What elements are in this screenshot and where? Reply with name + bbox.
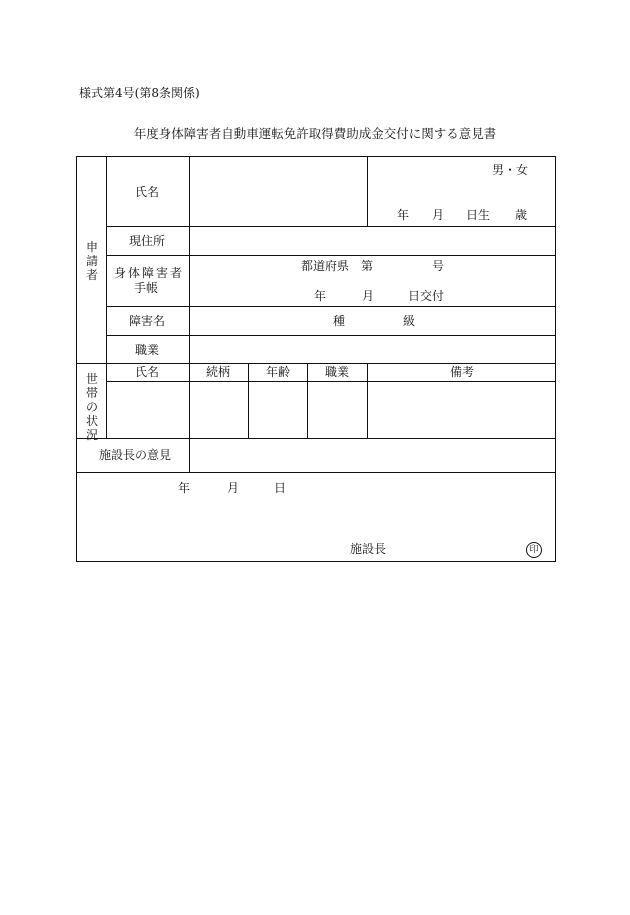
household-col-occupation: 職業: [325, 365, 350, 379]
form-number: 様式第4号(第8条関係): [79, 86, 200, 100]
birth-day: 日生: [466, 208, 491, 222]
row-line-name: [106, 226, 556, 227]
row-line-opinion: [77, 472, 556, 473]
col-line-section: [106, 157, 107, 438]
age: 歳: [515, 208, 528, 222]
row-line-household-header: [106, 381, 556, 382]
household-col-relation: 続柄: [206, 365, 231, 379]
handbook-issue-day: 日交付: [408, 289, 445, 303]
row-line-handbook: [106, 306, 556, 307]
row-line-section: [77, 363, 556, 364]
household-col-name: 氏名: [135, 365, 160, 379]
seal-mark: 印: [526, 542, 542, 558]
birth-year: 年: [397, 208, 410, 222]
signer-label: 施設長: [350, 542, 387, 556]
col-line-occupation: [367, 363, 368, 438]
row-line-disability: [106, 335, 556, 336]
handbook-number-prefix: 第: [361, 259, 374, 273]
opinion-date-month: 月: [227, 481, 240, 495]
disability-label: 障害名: [129, 314, 166, 328]
handbook-label-sub: 手帳: [134, 281, 159, 295]
opinion-label: 施設長の意見: [99, 448, 172, 462]
handbook-prefecture: 都道府県: [301, 259, 350, 273]
col-line-label: [189, 157, 190, 472]
occupation-label: 職業: [135, 343, 160, 357]
disability-type: 種: [333, 314, 346, 328]
household-col-remarks: 備考: [450, 365, 475, 379]
opinion-form-table: [76, 156, 556, 562]
household-section-label: 世帯の状況: [85, 372, 98, 442]
applicant-section-label: 申請者: [85, 240, 98, 282]
handbook-number-suffix: 号: [432, 259, 445, 273]
col-line-age: [307, 363, 308, 438]
opinion-date-day: 日: [274, 481, 287, 495]
gender-options: 男・女: [492, 163, 529, 177]
handbook-label: 身体障害者: [114, 266, 185, 280]
row-line-address: [106, 255, 556, 256]
handbook-issue-year: 年: [314, 289, 327, 303]
col-line-gender: [367, 157, 368, 226]
col-line-relation: [248, 363, 249, 438]
disability-grade: 級: [403, 314, 416, 328]
birth-month: 月: [432, 208, 445, 222]
household-col-age: 年齢: [266, 365, 291, 379]
name-label: 氏名: [135, 185, 160, 199]
form-title: 年度身体障害者自動車運転免許取得費助成金交付に関する意見書: [133, 126, 497, 141]
handbook-issue-month: 月: [362, 289, 375, 303]
address-label: 現住所: [129, 234, 166, 248]
opinion-date-year: 年: [178, 481, 191, 495]
row-line-household: [77, 438, 556, 439]
